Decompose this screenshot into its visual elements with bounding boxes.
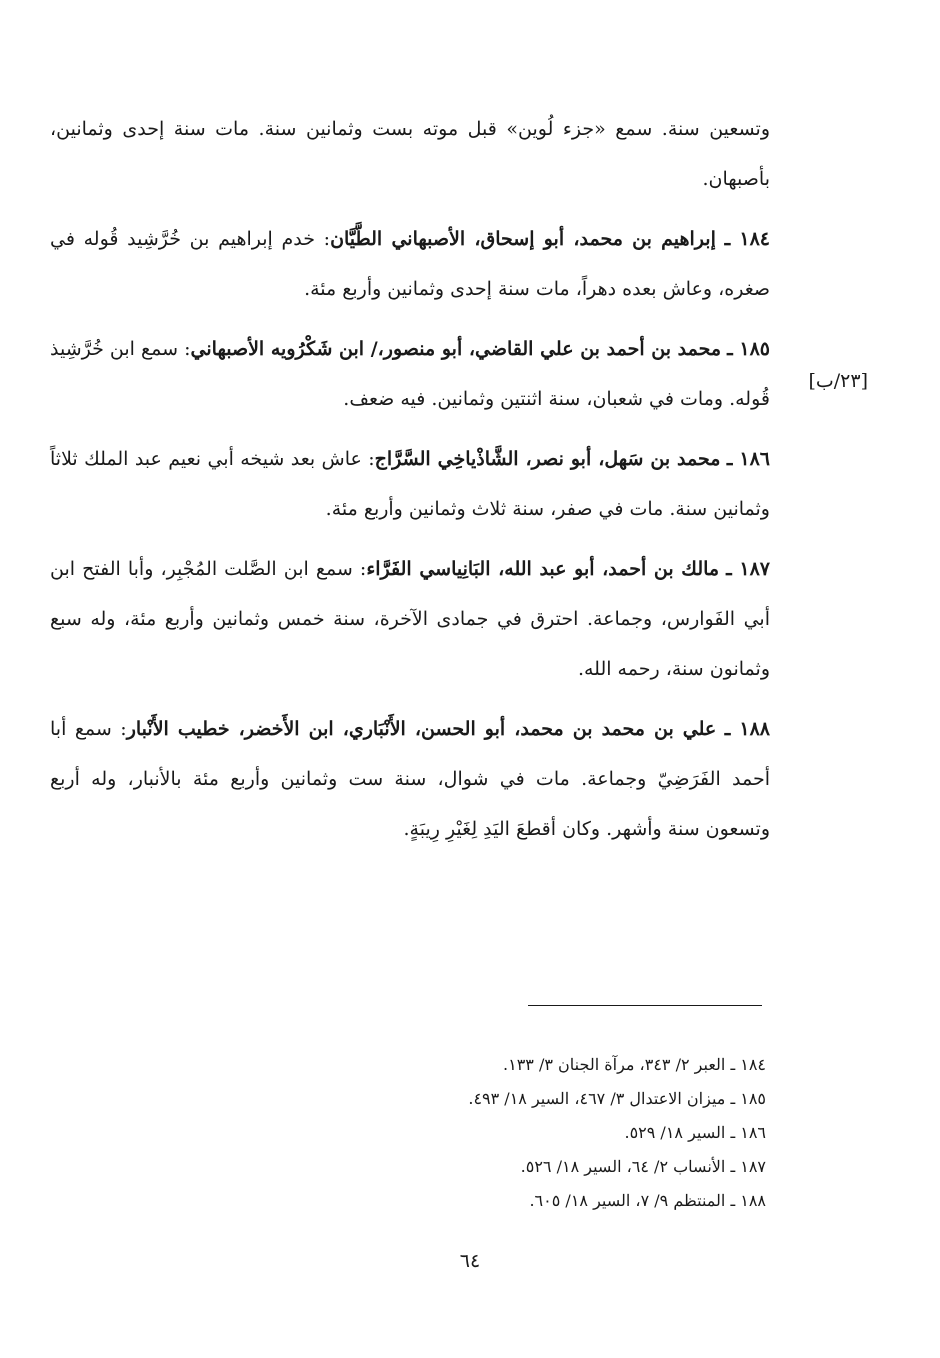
entry-name: مالك بن أحمد، أبو عبد الله، البَانِياسي الفَرَّاء bbox=[366, 558, 720, 580]
entry-text: : سمع ابن الصَّلت المُجْبِر، وأبا الفتح ابن أبي الفَوارس، وجماعة. احترق في جمادى الآخرة، سنة خمس وثمانين وأربع مئة، وله سبع وثمانون سنة، رحمه الله. bbox=[50, 558, 770, 680]
margin-folio-note: [٢٣/ب] bbox=[808, 370, 868, 392]
entry-number: ١٨٤ ـ bbox=[724, 228, 771, 250]
entry-text: : خدم إبراهيم بن خُرَّشِيد قُوله في صغره، وعاش بعده دهراً، مات سنة إحدى وثمانين وأربع مئة. bbox=[50, 228, 770, 300]
footnote-188: ١٨٨ ـ المنتظم ٩/ ٧، السير ١٨/ ٦٠٥. bbox=[529, 1191, 766, 1210]
footnote-185: ١٨٥ ـ ميزان الاعتدال ٣/ ٤٦٧، السير ١٨/ ٤٩٣. bbox=[468, 1089, 766, 1108]
entry-number: ١٨٦ ـ bbox=[726, 448, 771, 470]
footnotes bbox=[300, 1048, 766, 1218]
entry-name: محمد بن سَهل، أبو نصر، الشَّاذْياخِي السَّرَّاج bbox=[374, 448, 721, 470]
entry-name: محمد بن أحمد بن علي القاضي، أبو منصور،/ ابن شَكْرُويه الأصبهاني bbox=[190, 338, 722, 360]
intro-text: وتسعين سنة. سمع «جزء لُوين» قبل موته بست وثمانين سنة. مات سنة إحدى وثمانين، بأصبهان. bbox=[50, 118, 770, 190]
entry-184 bbox=[50, 214, 770, 314]
footnote-184: ١٨٤ ـ العبر ٢/ ٣٤٣، مرآة الجنان ٣/ ١٣٣. bbox=[503, 1055, 766, 1074]
footnote-186: ١٨٦ ـ السير ١٨/ ٥٢٩. bbox=[624, 1123, 766, 1142]
entry-text: : سمع ابن خُرَّشِيذ قُوله. ومات في شعبان، سنة اثنتين وثمانين. فيه ضعف. bbox=[50, 338, 770, 410]
main-text bbox=[50, 104, 770, 864]
footnote-divider bbox=[528, 1005, 762, 1006]
entry-name: علي بن محمد بن محمد، أبو الحسن، الأَنْبَاري، ابن الأَخضر، خطيب الأَنْبار bbox=[126, 718, 717, 740]
entry-188 bbox=[50, 704, 770, 854]
entry-185 bbox=[50, 324, 770, 424]
footnote-187: ١٨٧ ـ الأنساب ٢/ ٦٤، السير ١٨/ ٥٢٦. bbox=[520, 1157, 766, 1176]
entry-number: ١٨٧ ـ bbox=[726, 558, 770, 580]
intro-paragraph bbox=[50, 104, 770, 204]
entry-name: إبراهيم بن محمد، أبو إسحاق، الأصبهاني الطَّيَّان bbox=[330, 228, 716, 250]
entry-186 bbox=[50, 434, 770, 534]
entry-text: : سمع أبا أحمد الفَرَضِيّ وجماعة. مات في شوال، سنة ست وثمانين وأربع مئة بالأنبار، وله أربع وتسعون سنة وأشهر. وكان أقطعَ اليَدِ لِغَيْرِ رِيبَةٍ. bbox=[50, 718, 770, 840]
entry-text: : عاش بعد شيخه أبي نعيم عبد الملك ثلاثاً وثمانين سنة. مات في صفر، سنة ثلاث وثمانين وأربع مئة. bbox=[50, 448, 770, 520]
entry-187 bbox=[50, 544, 770, 694]
entry-number: ١٨٥ ـ bbox=[727, 338, 770, 360]
entry-number: ١٨٨ ـ bbox=[724, 718, 770, 740]
page-number: ٦٤ bbox=[459, 1250, 481, 1272]
